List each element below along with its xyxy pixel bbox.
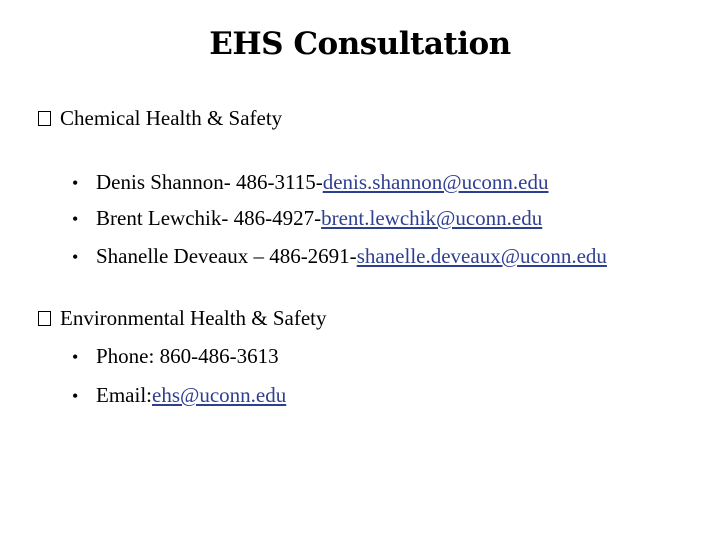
checkbox-square-icon <box>38 111 51 126</box>
email-link-deveaux[interactable]: shanelle.deveaux@uconn.edu <box>356 244 607 268</box>
bullet-icon: • <box>72 386 79 406</box>
section-heading-environmental <box>38 306 327 331</box>
page-title: EHS Consultation <box>209 26 511 62</box>
bullet-icon: • <box>72 247 79 267</box>
bullet-icon: • <box>72 209 79 229</box>
list-item-contact-lewchik <box>72 206 542 231</box>
list-item-email <box>72 383 286 408</box>
bullet-icon: • <box>72 173 79 193</box>
email-link-lewchik[interactable]: brent.lewchik@uconn.edu <box>321 206 543 230</box>
phone-text: Phone: 860-486-3613 <box>96 344 279 368</box>
list-item-contact-shannon <box>72 170 549 195</box>
contact-text: Brent Lewchik- 486-4927- <box>96 206 322 230</box>
section-heading-chemical <box>38 106 282 131</box>
email-link-ehs[interactable]: ehs@uconn.edu <box>152 383 287 407</box>
section-heading-label: Environmental Health & Safety <box>60 306 327 330</box>
contact-text: Denis Shannon- 486-3115- <box>96 170 323 194</box>
email-label: Email: <box>96 383 152 407</box>
list-item-contact-deveaux <box>72 244 607 269</box>
bullet-icon: • <box>72 347 79 367</box>
email-link-shannon[interactable]: denis.shannon@uconn.edu <box>322 170 549 194</box>
contact-text: Shanelle Deveaux – 486-2691- <box>96 244 357 268</box>
section-heading-label: Chemical Health & Safety <box>60 106 283 130</box>
checkbox-square-icon <box>38 311 51 326</box>
list-item-phone <box>72 344 279 369</box>
